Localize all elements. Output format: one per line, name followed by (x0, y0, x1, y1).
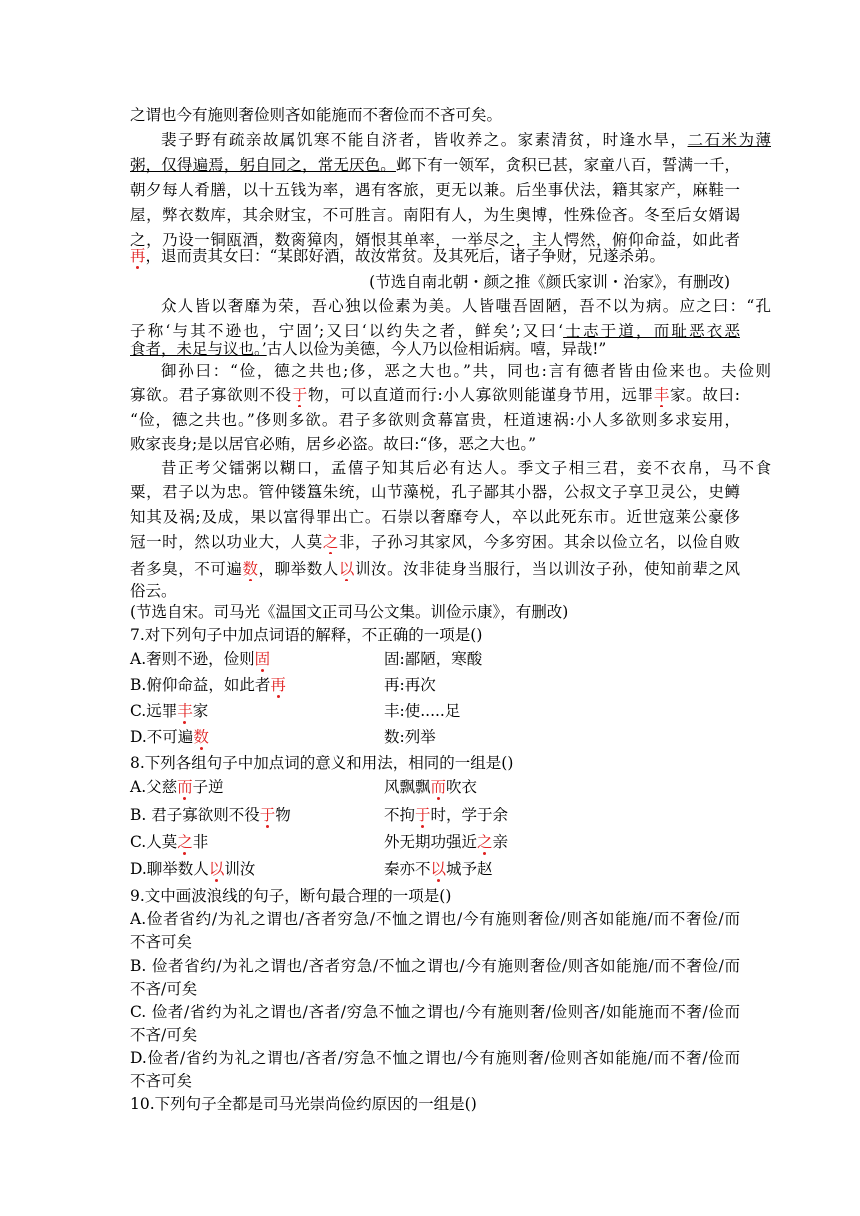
passage-line: 者多臭，不可遍数，聊举数人以训汝。汝非徒身当服行，当以训汝子孙，使知前辈之风 (130, 560, 740, 578)
option-d-cont: 不吝可矣 (130, 1072, 193, 1090)
emphasized-char: 于 (291, 386, 309, 404)
passage-line: 昔正考父镭粥以糊口，孟僖子知其后必有达人。季文子相三君，妾不衣帛，马不食 (161, 459, 771, 477)
option-a-pair: 风飘飘而吹衣 (384, 778, 478, 796)
option-a: A.奢则不逊，俭则固 (130, 650, 271, 668)
emphasized-char: 丰 (653, 386, 670, 404)
emphasized-char: 以 (338, 560, 355, 578)
option-d: D.聊举数人以训汝 (130, 860, 256, 878)
option-b: B. 俭者省约/为礼之谓也/吝者穷急/不恤之谓也/今有施则奢俭/则吝如能施/而不奢俭/而 (130, 957, 740, 975)
option-b-pair: 不拘于时，学于余 (384, 806, 509, 824)
underlined-text: 二石米为薄 (687, 131, 771, 149)
emphasized-char: 数 (193, 728, 209, 746)
source-citation: (节选自南北朝・颜之推《颜氏家训・治家》，有删改) (369, 273, 730, 291)
passage-line: 知其及祸;及成，果以富得罪出亡。石崇以奢靡夸人，卒以此死东市。近世寇莱公豪侈 (130, 508, 740, 526)
passage-line: 屋，弊衣数库，其余财宝，不可胜言。南阳有人，为生奥博，性殊俭吝。冬至后女婿谒 (130, 206, 740, 224)
passage-line: 寡欲。君子寡欲则不役于物，可以直道而行:小人寡欲则能谨身节用，远罪丰家。故曰: (130, 386, 740, 404)
emphasized-char: 于 (259, 806, 276, 824)
emphasized-char: 之 (177, 833, 193, 851)
option-c: C.人莫之非 (130, 833, 209, 851)
question-stem: 9.文中画波浪线的句子，断句最合理的一项是() (130, 887, 452, 905)
option-b: B. 君子寡欲则不役于物 (130, 806, 291, 824)
emphasized-char: 数 (242, 560, 259, 578)
option-a: A.俭者省约/为礼之谓也/吝者穷急/不恤之谓也/今有施则奢俭/则吝如能施/而不奢俭/而 (130, 910, 740, 928)
passage-line: 朝夕每人肴膳，以十五钱为率，遇有客旅，更无以兼。后坐事伏法，籍其家产，麻鞋一 (130, 181, 740, 199)
emphasized-char: 再 (270, 676, 286, 694)
option-c-explanation: 丰:使.....足 (384, 702, 461, 720)
emphasized-char: 而 (430, 778, 447, 796)
passage-line: 俗云。 (130, 582, 177, 600)
passage-line: 之，乃设一铜瓯酒，数脔獐肉，婿恨其单率，一举尽之，主人愕然，俯仰命益，如此者 (130, 231, 740, 249)
passage-line: 冠一时，然以功业大，人莫之非，子孙习其家风，今多穷困。其余以俭立名，以俭自败 (130, 533, 740, 551)
emphasized-char: 以 (430, 860, 447, 878)
passage-line: 裴子野有疏亲故属饥寒不能自济者，皆收养之。家素清贫，时逢水旱，二石米为薄 (161, 131, 771, 149)
option-d-pair: 秦亦不以城予赵 (384, 860, 493, 878)
option-c-pair: 外无期功强近之亲 (384, 833, 509, 851)
underlined-text: 食者，未足与议也。’ (130, 340, 267, 358)
option-c: C.远罪丰家 (130, 702, 209, 720)
emphasized-char: 于 (415, 806, 431, 824)
passage-line: 败家丧身;是以居官必贿，居乡必盗。故曰:“侈，恶之大也。” (130, 435, 537, 453)
emphasized-char: 之 (322, 533, 339, 551)
option-a: A.父慈而子逆 (130, 778, 224, 796)
passage-line: 御孙曰：“俭，德之共也;侈，恶之大也。”共，同也:言有德者皆由俭来也。夫俭则 (161, 362, 771, 380)
option-a-explanation: 固:鄙陋，寒酸 (384, 650, 483, 668)
passage-line: 众人皆以奢靡为荣，吾心独以俭素为美。人皆嗤吾固陋，吾不以为病。应之曰：“孔 (161, 297, 771, 315)
passage-line: 子称‘与其不逊也，宁固’;又曰‘以约失之者，鲜矣’;又曰‘士志于道，而耻恶衣恶 (130, 322, 740, 340)
emphasized-char: 而 (177, 778, 193, 796)
passage-line: 之谓也今有施则奢俭则吝如能施而不奢俭而不吝可矣。 (130, 106, 503, 124)
option-d: D.不可遍数 (130, 728, 209, 746)
option-d: D.俭者/省约为礼之谓也/吝者/穷急不恤之谓也/今有施则奢/俭则吝如能施/而不奢/俭而 (130, 1049, 740, 1067)
passage-line: 食者，未足与议也。’古人以俭为美德，今人乃以俭相诟病。嘻，异哉!” (130, 340, 607, 358)
emphasized-char: 固 (254, 650, 271, 668)
emphasized-char: 以 (208, 860, 225, 878)
passage-line: “俭，德之共也。”侈则多欲。君子多欲则贪幕富贵，枉道速祸:小人多欲则多求妄用， (130, 411, 740, 429)
option-b: B.俯仰命益，如此者再 (130, 676, 286, 694)
question-stem: 7.对下列句子中加点词语的解释，不正确的一项是() (130, 626, 483, 644)
passage-line: 粥，仅得遍焉，躬自同之，常无厌色。邺下有一领军，贪积已甚，家童八百，誓满一千， (130, 156, 740, 174)
option-b-explanation: 再:再次 (384, 676, 436, 694)
option-b-cont: 不吝/可矣 (130, 980, 198, 998)
question-stem: 10.下列句子全都是司马光崇尚俭约原因的一组是() (130, 1095, 477, 1113)
option-d-explanation: 数:列举 (384, 728, 436, 746)
option-a-cont: 不吝可矣 (130, 933, 193, 951)
emphasized-char: 丰 (177, 702, 193, 720)
option-c-cont: 不吝/可矣 (130, 1026, 198, 1044)
passage-line: 再，退而责其女曰：“某郎好酒，故汝常贫。及其死后，诸子争财，兄遂杀弟。 (130, 247, 665, 265)
emphasized-char: 之 (477, 833, 493, 851)
passage-line: 粟，君子以为忠。管仲镂簋朱统，山节藻棁，孔子鄙其小器，公叔文子享卫灵公，史鳟 (130, 483, 740, 501)
question-stem: 8.下列各组句子中加点词的意义和用法，相同的一组是() (130, 754, 514, 772)
underlined-text: 粥，仅得遍焉，躬自同之，常无厌色。 (130, 156, 396, 174)
option-c: C. 俭者/省约为礼之谓也/吝者/穷急不恤之谓也/今有施则奢/俭则吝/如能施而不奢/俭而 (130, 1003, 740, 1021)
source-citation: (节选自宋。司马光《温国文正司马公文集。训俭示康》，有删改) (130, 603, 569, 621)
emphasized-char: 再 (130, 247, 146, 265)
underlined-text: 士志于道，而耻恶衣恶 (563, 322, 740, 340)
